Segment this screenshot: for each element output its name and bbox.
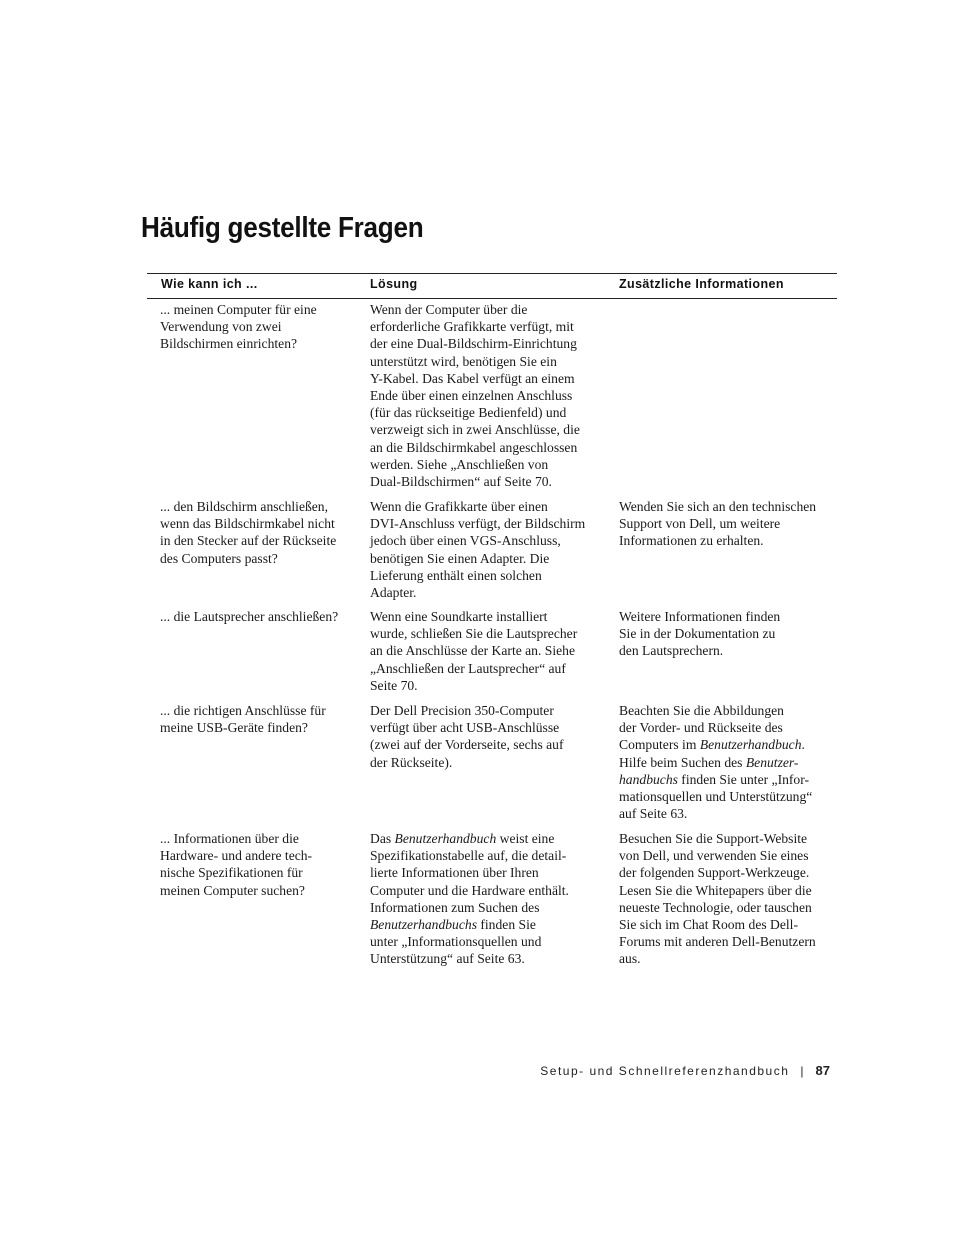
row-1-question: ... meinen Computer für eine Verwendung von zwei Bildschirmen einrichten? [160, 302, 317, 352]
row-4-solution: Der Dell Precision 350-Computer verfügt über acht USB-Anschlüsse (zwei auf der Vorderseite, sechs auf der Rückseite). [370, 703, 564, 770]
row-5-solution: Das Benutzerhandbuch weist eine Spezifikationstabelle auf, die detail- lierte Informationen über Ihren Computer und die Hardware enthält. Informationen zum Suchen des Benutzerhandbuchs finden Sie unter „Informationsquellen und Unterstützung“ auf Seite 63. [370, 831, 569, 967]
page-number: 87 [815, 1063, 830, 1078]
table-top-rule [147, 273, 837, 274]
column-header-solution: Lösung [370, 277, 418, 291]
table-header-rule [147, 298, 837, 299]
row-1-solution: Wenn der Computer über die erforderliche Grafikkarte verfügt, mit der eine Dual-Bildschirm-Einrichtung unterstützt wird, benötigen Sie ein Y-Kabel. Das Kabel verfügt an einem Ende über einen einzelnen Anschluss (für das rückseitige Bedienfeld) und verzweigt sich in zwei Anschlüsse, die an die Bildschirmkabel angeschlossen werden. Siehe „Anschließen von Dual-Bildschirmen“ auf Seite 70. [370, 302, 580, 490]
row-5-question: ... Informationen über die Hardware- und andere tech- nische Spezifikationen für meinen Computer suchen? [160, 831, 313, 898]
manual-title-italic: handbuchs [619, 771, 678, 787]
row-4-info: Beachten Sie die Abbildungen der Vorder- und Rückseite des Computers im Benutzerhandbuch. Hilfe beim Suchen des Benutzer- handbuchs finden Sie unter „Infor- mationsquellen und Unterstützung“ auf Seite 63. [619, 703, 813, 822]
row-3-info: Weitere Informationen finden Sie in der Dokumentation zu den Lautsprechern. [619, 609, 781, 659]
book-title: Setup- und Schnellreferenzhandbuch [540, 1064, 790, 1078]
column-header-info: Zusätzliche Informationen [619, 277, 784, 291]
row-2-solution: Wenn die Grafikkarte über einen DVI-Anschluss verfügt, der Bildschirm jedoch über einen VGS-Anschluss, benötigen Sie einen Adapter. Die Lieferung enthält einen solchen Adapter. [370, 499, 586, 601]
footer-separator: | [800, 1064, 804, 1078]
row-4-question: ... die richtigen Anschlüsse für meine USB-Geräte finden? [160, 703, 326, 736]
manual-title-italic: Benutzerhandbuch [699, 737, 802, 753]
row-3-solution: Wenn eine Soundkarte installiert wurde, schließen Sie die Lautsprecher an die Anschlüsse der Karte an. Siehe „Anschließen der Lautsprecher“ auf Seite 70. [370, 609, 578, 693]
manual-title-italic: Benutzer- [745, 754, 799, 770]
row-2-info: Wenden Sie sich an den technischen Support von Dell, um weitere Informationen zu erhalten. [619, 499, 817, 549]
manual-title-italic: Benutzerhandbuch [394, 831, 497, 846]
manual-title-italic: Benutzerhandbuchs [370, 917, 477, 933]
column-header-question: Wie kann ich ... [161, 277, 258, 291]
row-5-info: Besuchen Sie die Support-Website von Dell, und verwenden Sie eines der folgenden Support-Werkzeuge. Lesen Sie die Whitepapers über die neueste Technologie, oder tauschen Sie sich im Chat Room des Dell- Forums mit anderen Dell-Benutzern aus. [619, 831, 816, 967]
row-3-question: ... die Lautsprecher anschließen? [160, 609, 339, 624]
page-title: Häufig gestellte Fragen [141, 212, 424, 244]
page-footer [540, 1063, 830, 1078]
row-2-question: ... den Bildschirm anschließen, wenn das Bildschirmkabel nicht in den Stecker auf der Rückseite des Computers passt? [160, 499, 337, 566]
